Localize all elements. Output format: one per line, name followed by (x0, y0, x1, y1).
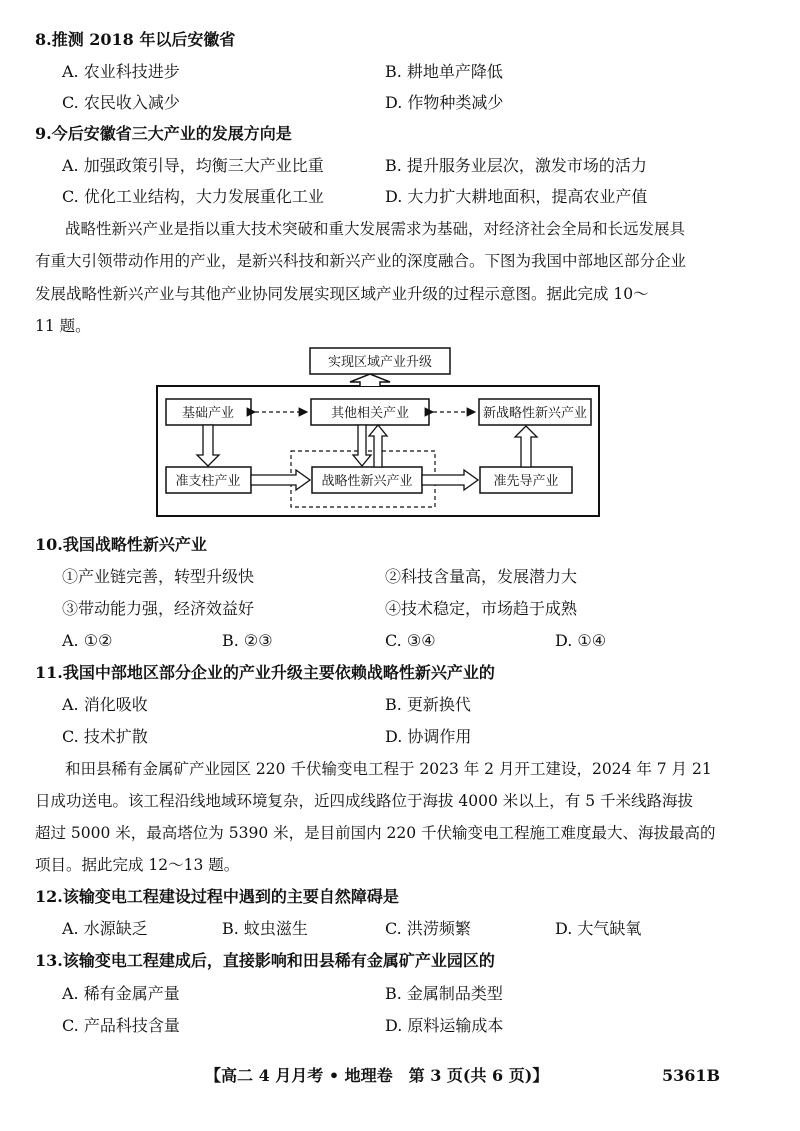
q10-statement-2: ②科技含量高，发展潜力大 (385, 567, 578, 586)
q8-stem: 8.推测 2018 年以后安徽省 (35, 30, 236, 49)
leading-up-arrow (515, 426, 537, 467)
q11-option-b: B. 更新换代 (385, 695, 471, 714)
q12-option-c: C. 洪涝频繁 (385, 919, 471, 938)
q10-option-d: D. ①④ (555, 631, 607, 650)
passage2-line-1: 和田县稀有金属矿产业园区 220 千伏输变电工程于 2023 年 2 月开工建设，2024 年 7 月 21 (65, 760, 712, 778)
q11-option-d: D. 协调作用 (385, 727, 472, 746)
q8-option-b: B. 耕地单产降低 (385, 62, 503, 81)
q13-option-a: A. 稀有金属产量 (62, 984, 180, 1003)
q10-option-b: B. ②③ (222, 631, 273, 650)
passage1-line-3: 发展战略性新兴产业与其他产业协同发展实现区域产业升级的过程示意图。据此完成 10～ (35, 285, 649, 303)
q11-option-a: A. 消化吸收 (62, 695, 148, 714)
q11-stem: 11.我国中部地区部分企业的产业升级主要依赖战略性新兴产业的 (35, 663, 495, 682)
passage1-line-1: 战略性新兴产业是指以重大技术突破和重大发展需求为基础，对经济社会全局和长远发展具 (65, 220, 686, 238)
page-footer: 【高二 4 月月考 • 地理卷 第 3 页(共 6 页)】 (205, 1066, 549, 1085)
q10-statement-1: ①产业链完善，转型升级快 (62, 567, 255, 586)
q13-option-d: D. 原料运输成本 (385, 1016, 504, 1035)
strategic-up-arrow (369, 425, 387, 467)
basic-down-arrow (197, 425, 219, 466)
quasi-leading-label: 准先导产业 (493, 474, 559, 489)
q10-option-c: C. ③④ (385, 631, 436, 650)
q12-stem: 12.该输变电工程建设过程中遇到的主要自然障碍是 (35, 887, 399, 906)
q13-option-c: C. 产品科技含量 (62, 1016, 180, 1035)
q13-stem: 13.该输变电工程建成后，直接影响和田县稀有金属矿产业园区的 (35, 951, 495, 970)
q10-statement-3: ③带动能力强，经济效益好 (62, 599, 255, 618)
q9-option-d: D. 大力扩大耕地面积，提高农业产值 (385, 187, 648, 206)
passage2-line-4: 项目。据此完成 12～13 题。 (35, 856, 240, 874)
q9-option-b: B. 提升服务业层次，激发市场的活力 (385, 156, 647, 175)
quasi-pillar-label: 准支柱产业 (175, 474, 241, 489)
q9-option-a: A. 加强政策引导，均衡三大产业比重 (62, 156, 324, 175)
passage1-line-4: 11 题。 (35, 317, 91, 335)
passage2-line-3: 超过 5000 米，最高塔位为 5390 米，是目前国内 220 千伏输变电工程施工难度最大、海拔最高的 (35, 824, 716, 842)
basic-industry-label: 基础产业 (181, 406, 235, 421)
q9-option-c: C. 优化工业结构，大力发展重化工业 (62, 187, 324, 206)
q8-option-c: C. 农民收入减少 (62, 93, 180, 112)
top-box-label: 实现区域产业升级 (327, 355, 433, 370)
q12-option-b: B. 蚊虫滋生 (222, 919, 308, 938)
upgrade-arrow (350, 374, 390, 386)
new-strategic-label: 新战略性新兴产业 (482, 406, 588, 421)
q8-option-d: D. 作物种类减少 (385, 93, 504, 112)
q13-option-b: B. 金属制品类型 (385, 984, 503, 1003)
q9-stem: 9.今后安徽省三大产业的发展方向是 (35, 124, 292, 143)
q11-option-c: C. 技术扩散 (62, 727, 148, 746)
other-down-arrow (353, 425, 371, 466)
q10-option-a: A. ①② (62, 631, 113, 650)
q10-stem: 10.我国战略性新兴产业 (35, 535, 207, 554)
q8-option-a: A. 农业科技进步 (62, 62, 180, 81)
passage2-line-2: 日成功送电。该工程沿线地域环境复杂，近四成线路位于海拔 4000 米以上，有 5 千米线路海拔 (35, 792, 694, 810)
pillar-strategic-arrow (251, 470, 310, 490)
passage1-line-2: 有重大引领带动作用的产业，是新兴科技和新兴产业的深度融合。下图为我国中部地区部分企业 (35, 252, 687, 270)
q10-statement-4: ④技术稳定，市场趋于成熟 (385, 599, 578, 618)
other-industry-label: 其他相关产业 (330, 406, 410, 421)
exam-code: 5361B (662, 1066, 721, 1085)
strategic-leading-arrow (422, 470, 478, 490)
q12-option-d: D. 大气缺氧 (555, 919, 642, 938)
strategic-label: 战略性新兴产业 (321, 474, 413, 489)
q12-option-a: A. 水源缺乏 (62, 919, 148, 938)
